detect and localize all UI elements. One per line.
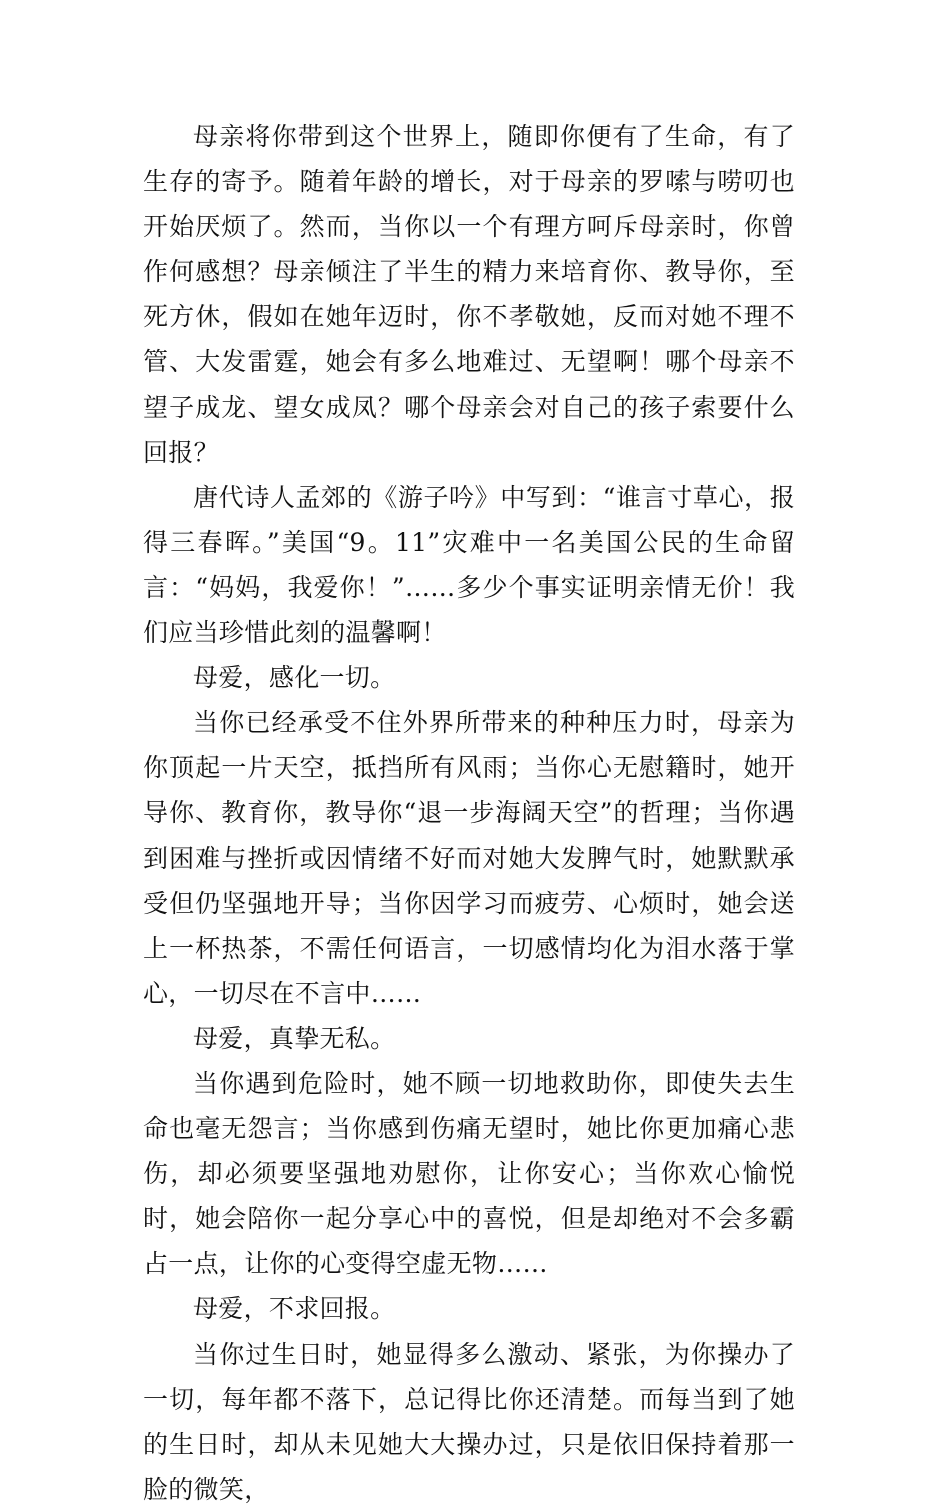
heading-love-no-return: 母爱，不求回报。 — [193, 1294, 396, 1324]
heading-love-selfless: 母爱，真挚无私。 — [193, 1023, 396, 1053]
paragraph-mother-gave-life: 母亲将你带到这个世界上，随即你便有了生命，有了生存的寄予。随着年龄的增长，对于母亲的罗嗦与唠叨也开始厌烦了。然而，当你以一个有理方呵斥母亲时，你曾作何感想？母亲倾注了半生的精力来培育你、教导你，至死方休，假如在她年迈时，你不孝敬她，反而对她不理不管、大发雷霆，她会有多么地难过、无望啊！哪个母亲不望子成龙、望女成凤？哪个母亲会对自己的孩子索要什么回报？ — [143, 122, 795, 467]
paragraph-support-under-pressure: 当你已经承受不住外界所带来的种种压力时，母亲为你顶起一片天空，抵挡所有风雨；当你心无慰籍时，她开导你、教育你，教导你“退一步海阔天空”的哲理；当你遇到困难与挫折或因情绪不好而对她大发脾气时，她默默承受但仍坚强地开导；当你因学习而疲劳、心烦时，她会送上一杯热茶，不需任何语言，一切感情均化为泪水落于掌心，一切尽在不言中…… — [143, 708, 795, 1008]
paragraph-birthday: 当你过生日时，她显得多么激动、紧张，为你操办了一切，每年都不落下，总记得比你还清楚。而每当到了她的生日时，却从未见她大大操办过，只是依旧保持着那一脸的微笑， — [143, 1339, 795, 1504]
paragraph-youziyin-quote: 唐代诗人孟郊的《游子吟》中写到：“谁言寸草心，报得三春晖。”美国“9。11”灾难中一名美国公民的生命留言：“妈妈，我爱你！”……多少个事实证明亲情无价！我们应当珍惜此刻的温馨啊！ — [143, 482, 795, 648]
heading-love-transforms: 母爱，感化一切。 — [193, 663, 396, 693]
paragraph-danger-and-sorrow: 当你遇到危险时，她不顾一切地救助你，即使失去生命也毫无怨言；当你感到伤痛无望时，她比你更加痛心悲伤，却必须要坚强地劝慰你，让你安心；当你欢心愉悦时，她会陪你一起分享心中的喜悦，但是却绝对不会多霸占一点，让你的心变得空虚无物…… — [143, 1068, 795, 1279]
document-body — [143, 114, 795, 1512]
